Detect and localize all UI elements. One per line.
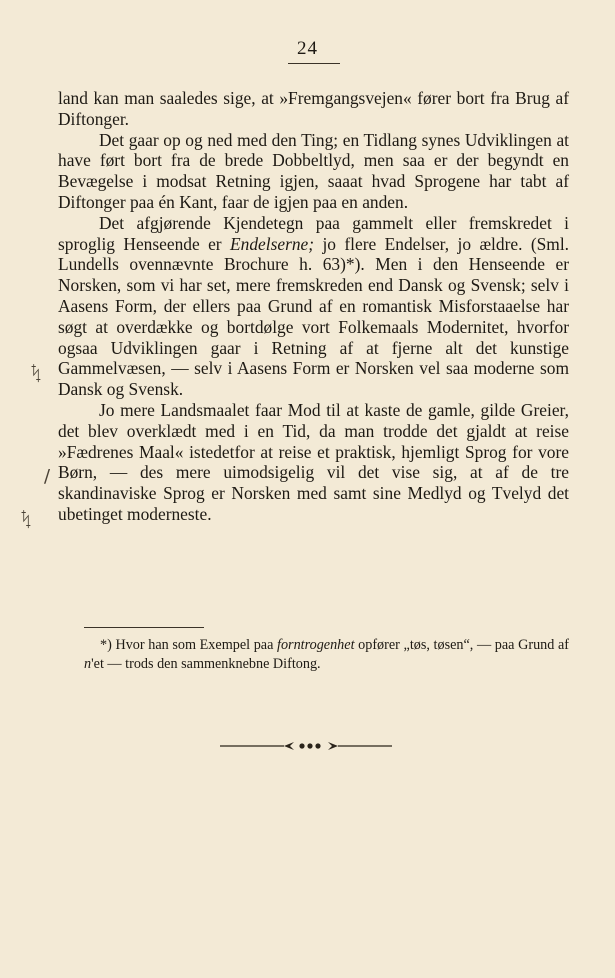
footnote-rule — [84, 627, 204, 628]
main-text — [58, 88, 569, 525]
footnote-text — [84, 636, 569, 673]
paragraph-3 — [58, 213, 569, 400]
paragraph-3-emphasis: Endelserne; — [230, 233, 315, 254]
footnote-marker: *) — [100, 637, 112, 653]
pencil-margin-mark-icon: ᛪ — [20, 507, 32, 531]
paragraph-1: land kan man saaledes sige, at »Fremgangsvejen« fører bort fra Brug af Diftonger. — [58, 88, 569, 129]
paragraph-4: Jo mere Landsmaalet faar Mod til at kaste de gamle, gilde Greier, det blev overklædt med i en Tid, da man trodde det gjaldt at reise »Fædrenes Maal« istedetfor at reise et praktisk, hjemligt Sprog for vore Børn, — des mere uimodsigelig vil det vise sig, at af de tre skandinaviske Sprog er Norsken med samt sine Medlyd og Tvelyd det ubetinget moderneste. — [58, 399, 569, 524]
footnote-emphasis: forntrogenhet — [277, 637, 355, 653]
paragraph-3-before: Det afgjørende Kjendetegn paa gammelt eller fremskredet i sproglig Henseende er — [58, 212, 569, 254]
paragraph-2: Det gaar op og ned med den Ting; en Tidlang synes Udviklingen at have ført bort fra de brede Dobbeltlyd, men saa er der begyndt en Bevægelse i modsat Retning igjen, saaat hvad Sprogene har tabt af Diftonger paa én Kant, faar de igjen paa en anden. — [58, 129, 569, 212]
footnote-emphasis-2: n — [84, 655, 92, 672]
pencil-bracket-mark-icon: / — [44, 466, 51, 487]
footnote-before: Hvor han som Exempel paa — [111, 637, 278, 653]
page-number-rule — [288, 63, 340, 64]
pencil-margin-mark-icon: ᛪ — [30, 361, 42, 385]
page-number: 24 — [297, 38, 318, 59]
paragraph-3-after: jo flere Endelser, jo ældre. (Sml. Lundells ovennævnte Brochure h. 63)*). Men i den Henseende er Norsken, som vi har set, mere fremskreden end Dansk og Svensk; selv i Aasens Form, der ellers paa Grund af en romantisk Misforstaaelse har søgt at overdække og bortdølge vort Folkemaals Modernitet, hvorfor ogsaa Udviklingen gaar i Retning af at fjerne alt det kunstige Gammelvæsen, — selv i Aasens Form er Norsken vel saa moderne som Dansk og Svensk. — [58, 233, 569, 400]
ornament-divider-icon — [220, 740, 392, 752]
footnote-after: 'et — trods den sammenknebne Diftong. — [91, 655, 321, 672]
footnote — [84, 636, 569, 673]
footnote-middle: opfører „tøs, tøsen“, — paa Grund af — [354, 637, 570, 653]
